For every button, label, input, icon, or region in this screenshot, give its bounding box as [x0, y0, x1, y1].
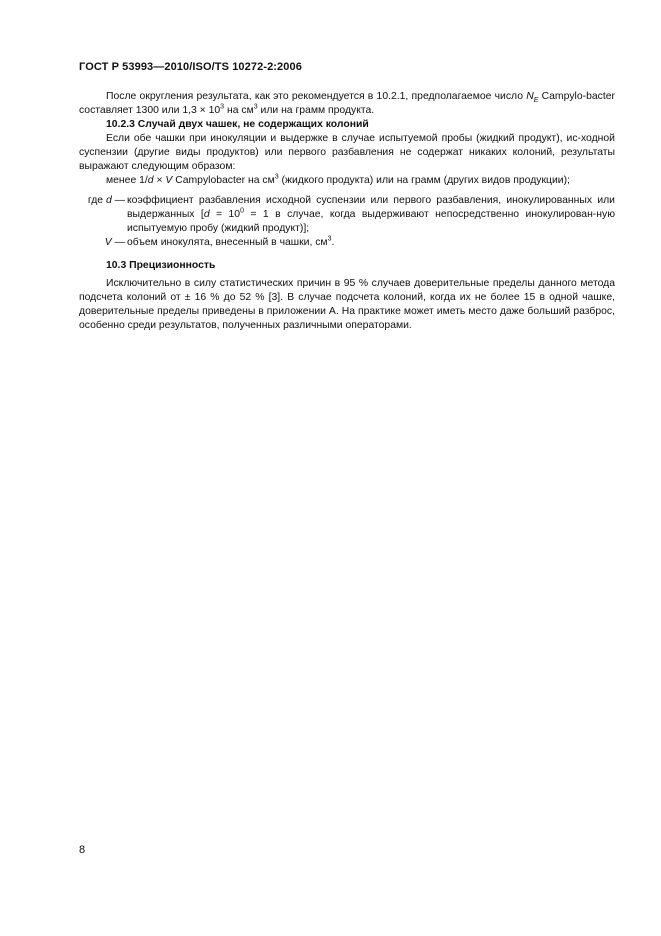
variable-definitions	[79, 194, 615, 250]
section-heading-10-2-3: 10.2.3 Случай двух чашек, не содержащих колоний	[106, 119, 369, 130]
main-content	[79, 90, 615, 333]
standard-header: ГОСТ Р 53993—2010/ISO/TS 10272-2:2006	[79, 61, 302, 73]
definition-d: где d — коэффициент разбавления исходной суспензии или первого разбавления, инокулированных или выдержанных [$d = 10^0 = 1$ в случае, когда выдерживают непосредственно инокулирован-ную испытуемую пробу (жидкий продукт)];	[87, 195, 615, 234]
result-formula: менее 1/d × V Campylobacter на $см^3$ (жидкого продукта) или на грамм (других видов продукции);	[106, 173, 570, 186]
paragraph-two-plates: Если обе чашки при инокуляции и выдержке в случае испытуемой пробы (жидкий продукт), ис-ходной суспензии (другие виды продуктов) или первого разбавления не содержат никаких колоний, результаты выражают следующим образом:	[79, 133, 615, 172]
paragraph-precision: Исключительно в силу статистических причин в 95 % случаев доверительные пределы данного метода подсчета колоний от ± 16 % до 52 % [3]. В случае подсчета колоний, когда их не более 15 в одной чашке, доверительные пределы приведены в приложении А. На практике может иметь место даже больший разброс, особенно среди результатов, полученных различными операторами.	[79, 278, 615, 331]
definition-v: V — объем инокулята, внесенный в чашки, $см^3$.	[104, 235, 335, 248]
page-number: 8	[79, 844, 86, 856]
section-heading-10-3: 10.3 Прецизионность	[106, 260, 216, 271]
paragraph-rounding: После округления результата, как это рекомендуется в 10.2.1, предполагаемое число $N_E$ Campylo-bacter составляет 1300 или $1,3 \times 10^3$ на $см^3$ или на грамм продукта.	[79, 91, 615, 116]
